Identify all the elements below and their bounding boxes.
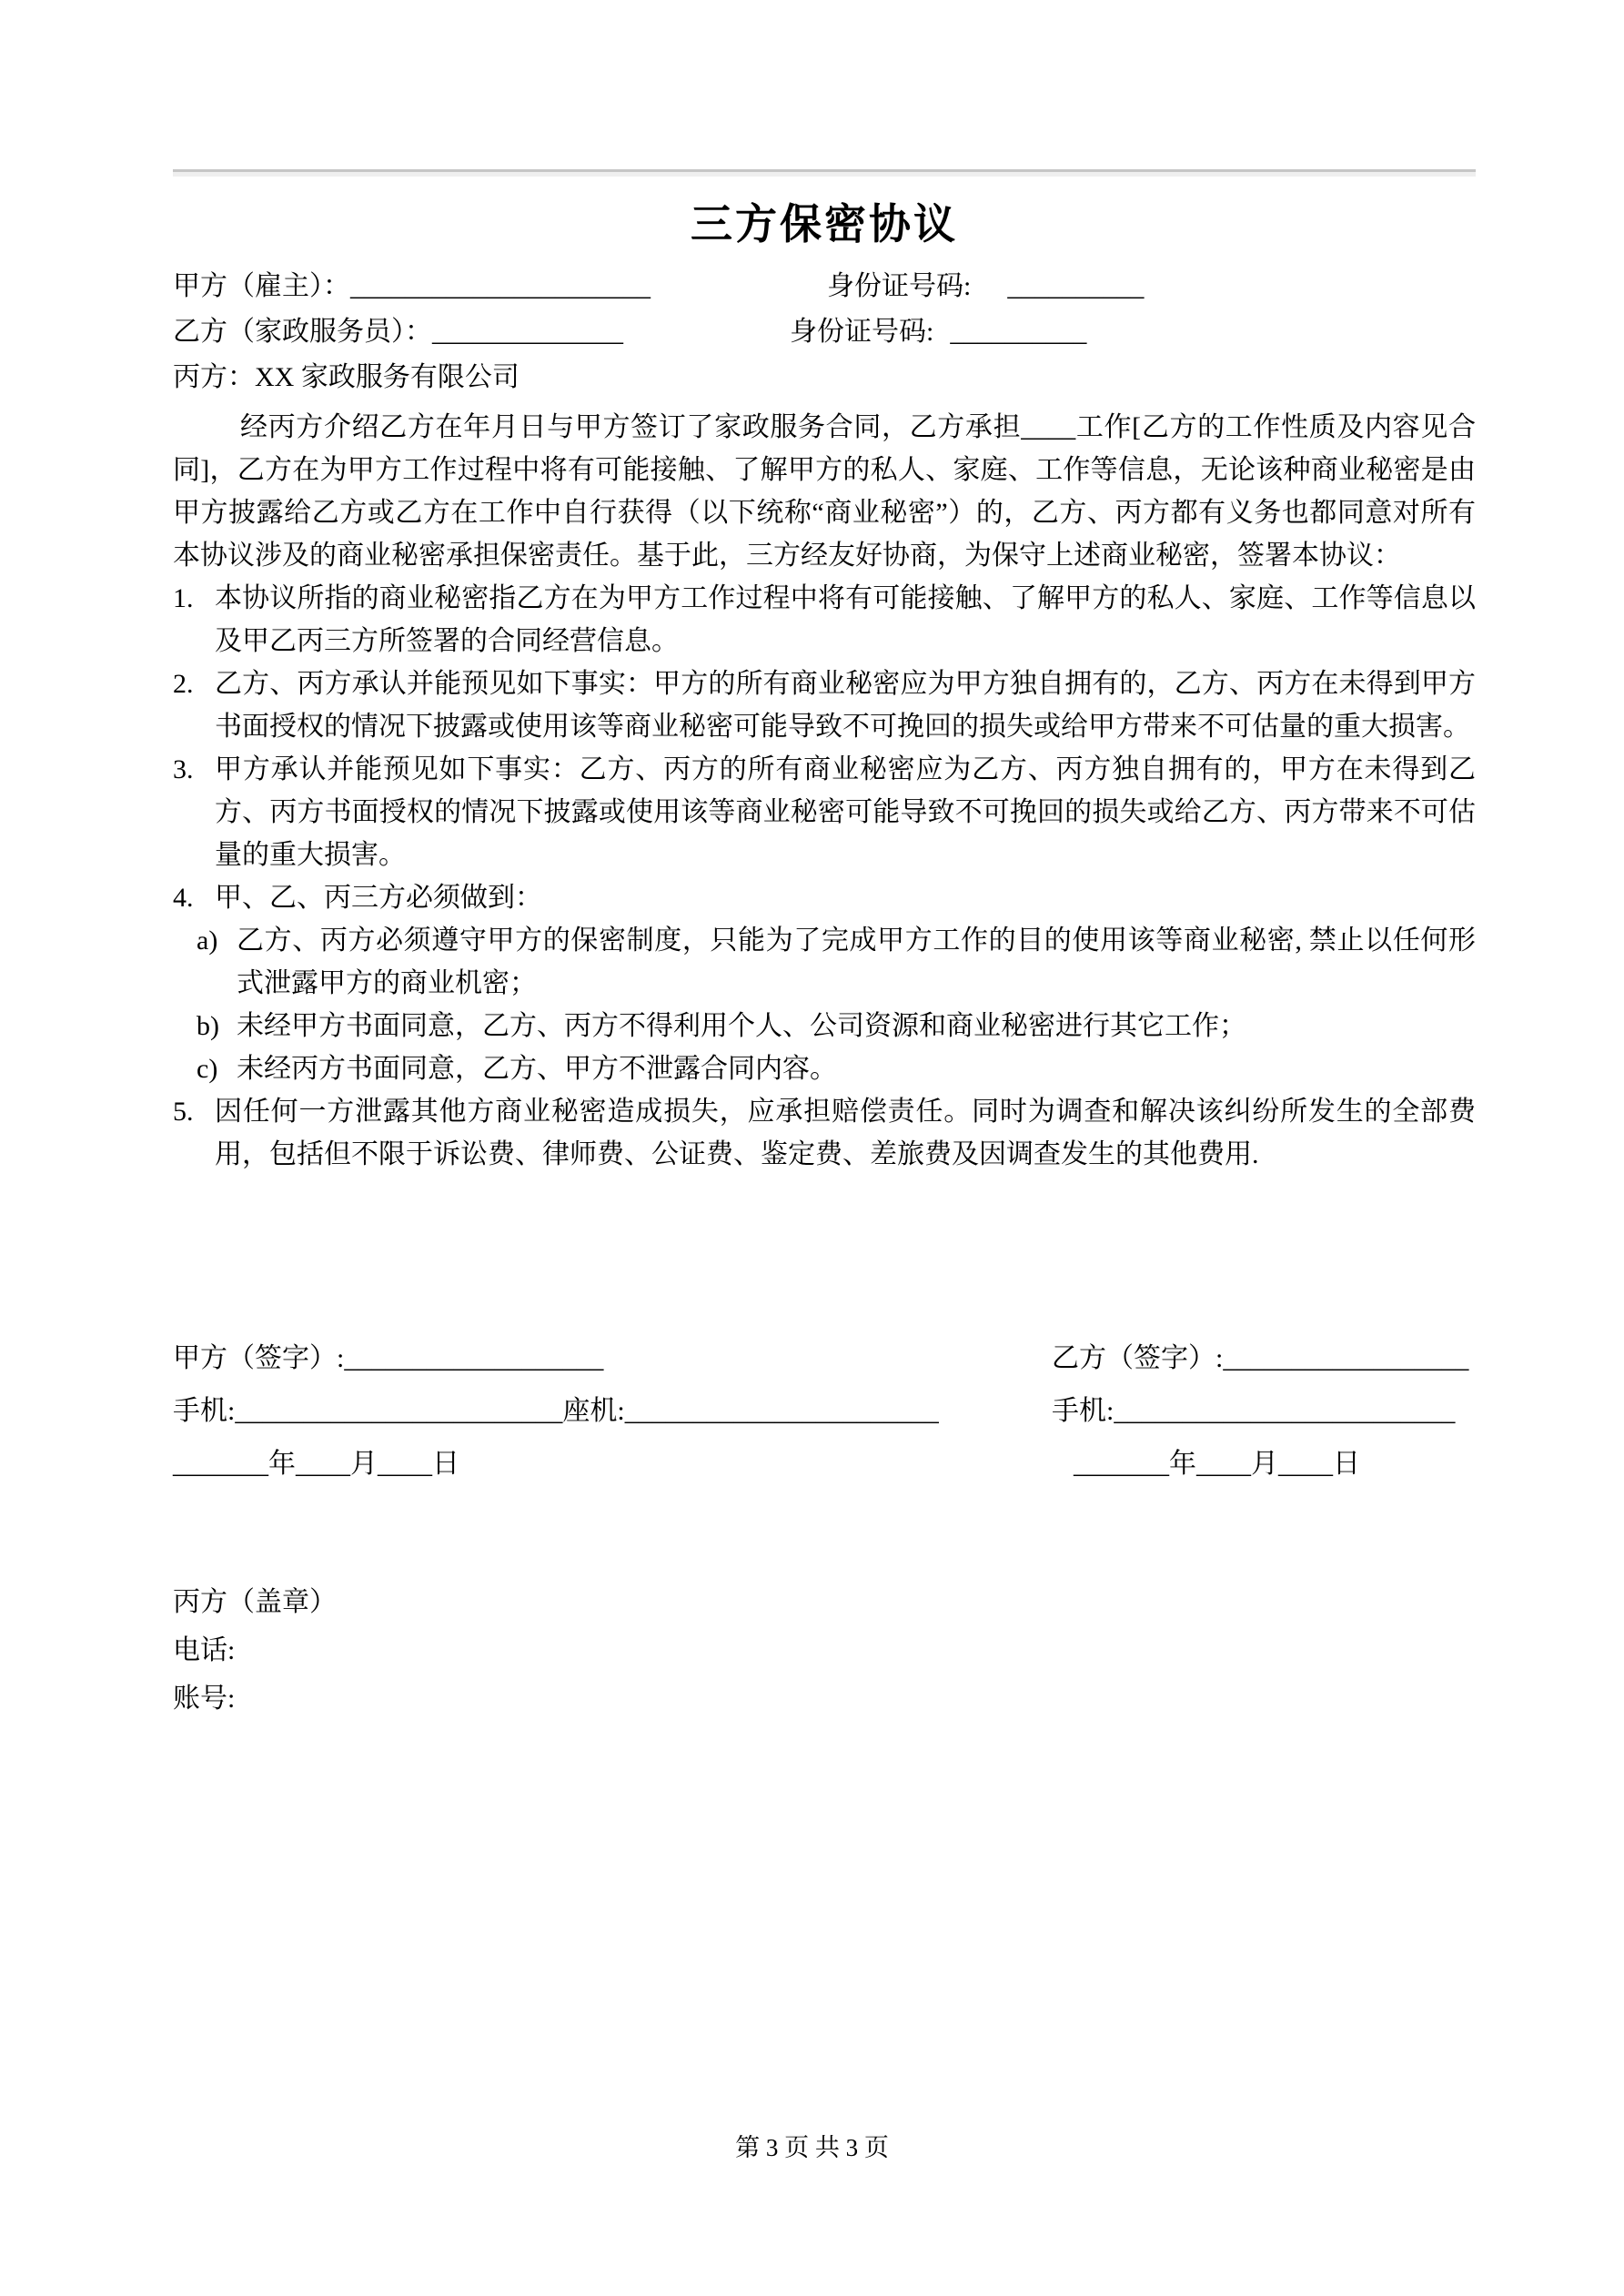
party-a-mobile-blank[interactable]: ________________________ — [235, 1396, 563, 1426]
clause-1-text: 本协议所指的商业秘密指乙方在为甲方工作过程中将有可能接触、了解甲方的私人、家庭、工作等信息以及甲乙丙三方所签署的合同经营信息。 — [215, 583, 1476, 656]
party-a-mobile-label: 手机: — [173, 1396, 236, 1426]
subclause-a-number: a) — [197, 925, 218, 956]
party-a-id-group — [827, 264, 1144, 309]
page-title: 三方保密协议 — [691, 201, 958, 248]
party-a-landline-label: 座机: — [562, 1396, 625, 1426]
party-a-sign-row — [173, 1332, 1052, 1385]
header-divider — [173, 169, 1476, 177]
party-c-phone-label: 电话: — [173, 1635, 236, 1665]
clause-1-number: 1. — [173, 583, 194, 613]
party-a-sign-blank[interactable]: ___________________ — [344, 1343, 604, 1373]
document-content — [173, 0, 1476, 1723]
party-a-id-blank[interactable]: __________ — [1007, 271, 1145, 301]
party-b-label: 乙方（家政服务员）： — [173, 317, 432, 347]
parties-section — [173, 264, 1476, 400]
clause-2 — [173, 663, 1476, 748]
party-b-sign-label: 乙方（签字）: — [1052, 1343, 1224, 1373]
subclause-b-number: b) — [197, 1011, 219, 1041]
clause-4-number: 4. — [173, 883, 194, 913]
clause-5-number: 5. — [173, 1097, 194, 1127]
party-a-label: 甲方（雇主）： — [173, 271, 350, 301]
subclause-c — [197, 1047, 1476, 1090]
party-b-phone-row — [1052, 1385, 1476, 1438]
subclause-b — [197, 1005, 1476, 1047]
signature-party-b — [1052, 1332, 1476, 1491]
party-b-date-row — [1074, 1438, 1476, 1491]
subclause-c-number: c) — [197, 1054, 218, 1084]
party-b-id-label: 身份证号码: — [790, 317, 934, 347]
subclause-b-text: 未经甲方书面同意，乙方、丙方不得利用个人、公司资源和商业秘密进行其它工作； — [237, 1011, 1246, 1041]
party-c-label: 丙方：XX 家政服务有限公司 — [173, 362, 519, 392]
party-b-id-group — [790, 309, 1086, 355]
party-b-mobile-blank[interactable]: _________________________ — [1114, 1396, 1456, 1426]
clause-4 — [173, 876, 1476, 919]
party-c-seal-label: 丙方（盖章） — [173, 1587, 337, 1617]
party-b-name-blank[interactable]: ______________ — [432, 317, 623, 347]
clause-2-text: 乙方、丙方承认并能预见如下事实：甲方的所有商业秘密应为甲方独自拥有的，乙方、丙方在未得到甲方书面授权的情况下披露或使用该等商业秘密可能导致不可挽回的损失或给甲方带来不可估量的重大损害。 — [215, 669, 1476, 742]
clause-5 — [173, 1090, 1476, 1176]
party-b-date-blanks[interactable]: _______年____月____日 — [1074, 1449, 1360, 1479]
party-a-name-blank[interactable]: ______________________ — [350, 271, 651, 301]
party-a-landline-blank[interactable]: _______________________ — [624, 1396, 939, 1426]
subclause-a-text: 乙方、丙方必须遵守甲方的保密制度，只能为了完成甲方工作的目的使用该等商业秘密, 禁止以任何形式泄露甲方的商业机密； — [237, 925, 1476, 998]
clause-3 — [173, 748, 1476, 876]
clause-1 — [173, 577, 1476, 663]
clause-4-text: 甲、乙、丙三方必须做到： — [215, 883, 542, 913]
page-number-footer: 第 3 页 共 3 页 — [735, 2134, 889, 2161]
clause-2-number: 2. — [173, 669, 194, 699]
party-b-row — [173, 309, 1476, 355]
clause-3-text: 甲方承认并能预见如下事实：乙方、丙方的所有商业秘密应为乙方、丙方独自拥有的，甲方在未得到乙方、丙方书面授权的情况下披露或使用该等商业秘密可能导致不可挽回的损失或给乙方、丙方带来不可估量的重大损害。 — [215, 754, 1476, 870]
intro-paragraph: 经丙方介绍乙方在年月日与甲方签订了家政服务合同，乙方承担____工作[乙方的工作性质及内容见合同]，乙方在为甲方工作过程中将有可能接触、了解甲方的私人、家庭、工作等信息，无论该种商业秘密是由甲方披露给乙方或乙方在工作中自行获得（以下统称“商业秘密”）的，乙方、丙方都有义务也都同意对所有本协议涉及的商业秘密承担保密责任。基于此，三方经友好协商，为保守上述商业秘密，签署本协议： — [173, 412, 1476, 571]
party-a-date-row — [173, 1438, 1052, 1491]
party-a-phone-row — [173, 1385, 1052, 1438]
party-c-account-label: 账号: — [173, 1684, 236, 1714]
party-b-mobile-label: 手机: — [1052, 1396, 1115, 1426]
party-a-id-label: 身份证号码: — [827, 271, 972, 301]
clause-3-number: 3. — [173, 754, 194, 784]
party-b-sign-row — [1052, 1332, 1476, 1385]
party-a-date-blanks[interactable]: _______年____月____日 — [173, 1449, 459, 1479]
party-a-row — [173, 264, 1476, 309]
party-c-row — [173, 355, 1476, 400]
signature-section — [173, 1332, 1476, 1491]
party-b-sign-blank[interactable]: __________________ — [1223, 1343, 1469, 1373]
subclause-c-text: 未经丙方书面同意，乙方、甲方不泄露合同内容。 — [237, 1054, 837, 1084]
signature-party-a — [173, 1332, 1052, 1491]
clause-5-text: 因任何一方泄露其他方商业秘密造成损失，应承担赔偿责任。同时为调查和解决该纠纷所发生的全部费用，包括但不限于诉讼费、律师费、公证费、鉴定费、差旅费及因调查发生的其他费用. — [215, 1097, 1476, 1169]
clauses-list — [173, 577, 1476, 1176]
subclause-a — [197, 919, 1476, 1005]
party-b-id-blank[interactable]: __________ — [950, 317, 1087, 347]
party-a-sign-label: 甲方（签字）: — [173, 1343, 345, 1373]
party-c-seal-section — [173, 1578, 1476, 1723]
